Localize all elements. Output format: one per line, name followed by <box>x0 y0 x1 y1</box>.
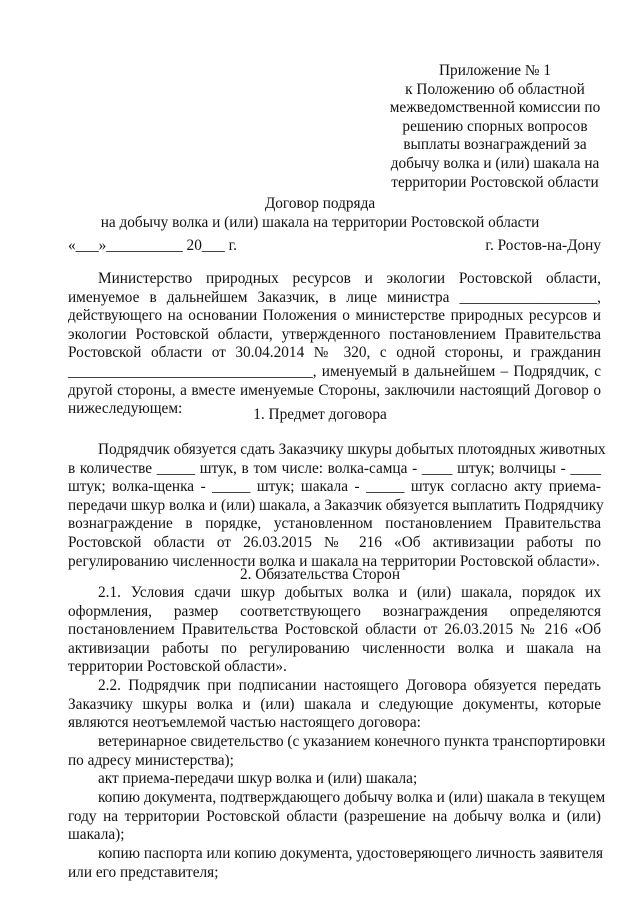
clause-2-1 <box>68 584 601 677</box>
text-line: штук; волка-щенка - _____ штук; шакала - _____ штук согласно акту приема- <box>68 478 601 496</box>
text-line: экологии Ростовской области, утвержденного постановлением Правительства <box>68 325 601 343</box>
text-line: Министерство природных ресурсов и экологии Ростовской области, <box>98 270 601 287</box>
annex-line: межведомственной комиссии по <box>389 99 601 117</box>
annex-line: Приложение № 1 <box>439 62 551 79</box>
contract-date: «___»__________ 20___ г. <box>68 237 237 254</box>
text-line: оформления, размер соответствующего вознаграждения определяются <box>68 602 601 620</box>
text-line: постановлением Правительства Ростовской области от 26.03.2015 № 216 «Об <box>68 621 601 639</box>
annex-header <box>384 62 606 192</box>
text-line: Ростовской области от 26.03.2015 № 216 «Об активизации работы по <box>68 533 601 551</box>
text-line: передачи шкур волка и (или) шакала, а Заказчик обязуется выплатить Подрядчику <box>68 496 604 514</box>
text-line: другой стороны, а вместе именуемые Стороны, заключили настоящий Договор о <box>68 381 601 399</box>
document-item-vet-certificate <box>68 733 606 770</box>
text-line: являются неотъемлемой частью настоящего договора: <box>68 714 421 732</box>
text-line: акт приема-передачи шкур волка и (или) шакала; <box>98 770 418 787</box>
annex-line: территории Ростовской области <box>391 173 599 191</box>
section-1-heading: 1. Предмет договора <box>253 406 387 423</box>
document-item-hunting-permit <box>68 789 606 845</box>
document-item-transfer-act <box>68 770 601 789</box>
text-line: активизации работы по регулированию численности волка и шакала на <box>68 639 601 657</box>
text-line: шакала); <box>68 826 125 844</box>
section-2-heading: 2. Обязательства Сторон <box>239 566 401 583</box>
document-title: Договор подряда <box>264 195 376 212</box>
document-subtitle: на добычу волка и (или) шакала на территории Ростовской области <box>100 214 540 231</box>
contract-place: г. Ростов-на-Дону <box>485 237 601 254</box>
annex-line: к Положению об областной <box>405 80 585 98</box>
text-line: Ростовской области от 30.04.2014 № 320, с одной стороны, и гражданин <box>68 344 601 362</box>
text-line: году на территории Ростовской области (разрешение на добычу волка и (или) <box>68 807 601 825</box>
text-line: по адресу министерства); <box>68 751 234 769</box>
text-line: действующего на основании Положения о министерстве природных ресурсов и <box>68 307 601 325</box>
text-line: Подрядчик обязуется сдать Заказчику шкуры добытых плотоядных животных <box>98 441 606 458</box>
text-line: 2.2. Подрядчик при подписании настоящего Договора обязуется передать <box>98 677 601 694</box>
text-line: 2.1. Условия сдачи шкур добытых волка и (или) шакала, порядок их <box>98 584 601 601</box>
text-line: в количестве _____ штук, в том числе: волка-самца - ____ штук; волчицы - ____ <box>68 459 601 477</box>
text-line: Заказчику шкуры волка и (или) шакала и следующие документы, которые <box>68 695 601 713</box>
text-line: регулированию численности волка и шакала на территории Ростовской области». <box>68 552 600 570</box>
text-line: или его представителя; <box>68 863 219 881</box>
annex-line: решению спорных вопросов <box>402 117 588 135</box>
section-1-paragraph <box>68 441 606 571</box>
document-item-passport <box>68 845 604 882</box>
annex-line: выплаты вознаграждений за <box>403 136 587 154</box>
text-line: ветеринарное свидетельство (с указанием конечного пункта транспортировки <box>98 733 606 750</box>
text-line: именуемое в дальнейшем Заказчик, в лице министра __________________, <box>68 288 601 306</box>
preamble-paragraph <box>68 270 601 419</box>
clause-2-2 <box>68 677 601 733</box>
annex-line: добычу волка и (или) шакала на <box>390 154 600 172</box>
text-line: ________________________________, именуемый в дальнейшем – Подрядчик, с <box>68 362 601 380</box>
text-line: нижеследующем: <box>68 400 183 418</box>
text-line: копию документа, подтверждающего добычу волка и (или) шакала в текущем <box>98 789 606 806</box>
text-line: вознаграждение в порядке, установленном постановлением Правительства <box>68 515 601 533</box>
text-line: территории Ростовской области». <box>68 658 287 676</box>
text-line: копию паспорта или копию документа, удостоверяющего личность заявителя <box>98 845 604 862</box>
